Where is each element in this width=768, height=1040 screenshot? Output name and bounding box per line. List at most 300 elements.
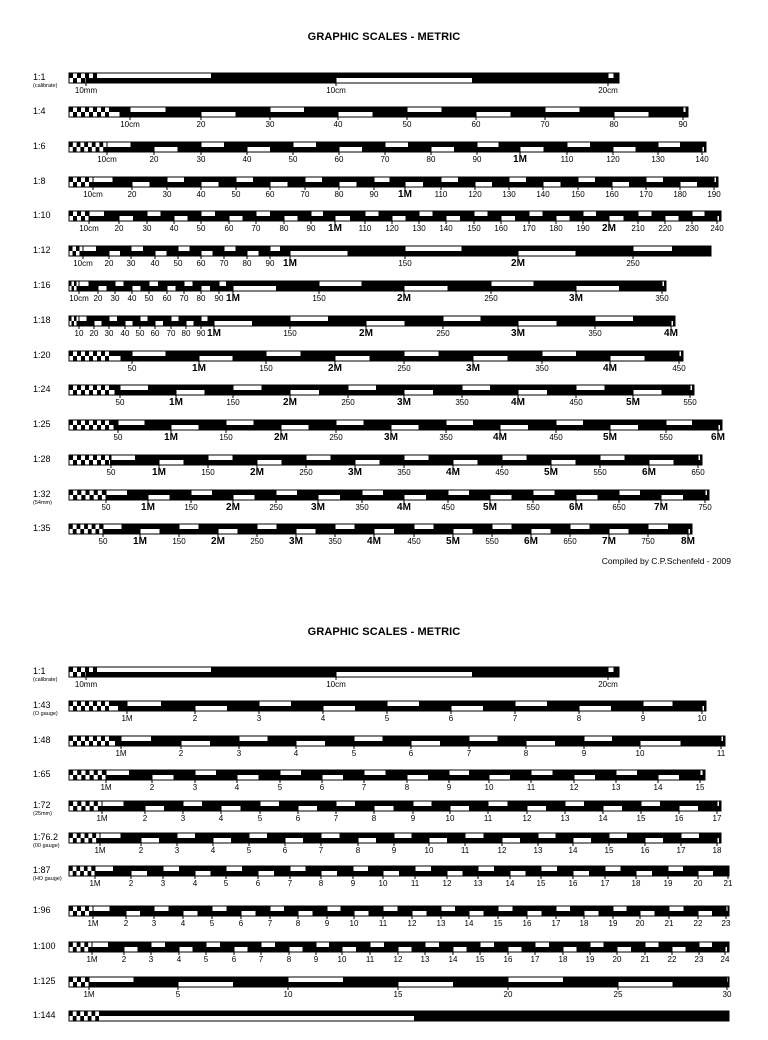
scale-bar-segment — [698, 866, 728, 871]
scale-bar-segment — [224, 251, 247, 256]
scale-bar-segment — [535, 947, 563, 952]
scale-bar-segment — [231, 838, 249, 843]
scale-tick-label: 9 — [350, 879, 356, 888]
scale-bar-segment — [492, 529, 531, 534]
scale-bar-fine-segment — [84, 142, 88, 147]
scale-bar-segment — [467, 947, 481, 952]
scale-tick-label: 70 — [380, 155, 390, 164]
scale-tick-label: 140 — [439, 224, 453, 233]
scale-tick-label: 1M — [100, 783, 112, 792]
scale-bar-segment — [335, 529, 374, 534]
scale-bar-segment — [429, 833, 465, 838]
scale-bar-segment — [98, 281, 115, 286]
scale-bar-segment — [233, 982, 288, 987]
scale-bar-segment — [426, 495, 448, 500]
scale-tick-label: 210 — [631, 224, 645, 233]
scale-tick-label: 350 — [355, 503, 369, 512]
scale-bar-segment — [512, 524, 532, 529]
scale-bar-segment — [259, 775, 281, 780]
scale-tick-label: 10 — [378, 879, 388, 888]
scale-tick-label: 13 — [436, 919, 446, 928]
scale-row — [0, 245, 768, 275]
scale-bar-fine-segment — [105, 390, 109, 395]
scale-bar-segment — [427, 911, 442, 916]
scale-bar-segment — [681, 838, 717, 843]
scale-tick-label: 80 — [279, 224, 289, 233]
scale-bar-segment — [668, 524, 688, 529]
scale-tick-label: 15 — [475, 955, 485, 964]
scale-bar-fine-segment — [73, 112, 77, 117]
scale-bar-fine-segment — [105, 356, 109, 361]
scale-bar-segment — [434, 524, 454, 529]
scale-bar-segment — [107, 286, 116, 291]
scale-bar-segment — [446, 425, 500, 430]
scale-bar-segment — [638, 216, 665, 221]
scale-bar-segment — [374, 524, 414, 529]
scale-tick-label: 9 — [313, 955, 319, 964]
scale-bar-segment — [547, 701, 579, 706]
scale-bar-segment — [131, 866, 163, 871]
scale-bar-segment — [531, 524, 570, 529]
scale-bar-segment — [184, 286, 201, 291]
scale-bar-segment — [181, 736, 239, 741]
scale-bar-segment — [134, 977, 179, 982]
scale-bar-segment — [319, 390, 348, 395]
scale-bar-segment — [179, 866, 195, 871]
scale-tick-label: 20 — [149, 155, 159, 164]
scale-bar-segment — [311, 216, 335, 221]
scale-tick-label: 250 — [250, 537, 264, 546]
scale-tick-label: 350 — [655, 294, 669, 303]
scale-tick-label: 2M — [274, 432, 288, 443]
scale-bar-segment — [249, 838, 285, 843]
scale-bar-segment — [719, 216, 721, 221]
scale-bar-segment — [362, 495, 404, 500]
scale-bar-fine-segment — [96, 838, 100, 843]
scale-bar-segment — [454, 147, 477, 152]
scale-bar-segment — [469, 741, 526, 746]
scale-tick-label: 2M — [211, 536, 225, 547]
scale-bar-segment — [290, 385, 348, 390]
scale-bar-fine-segment — [69, 801, 73, 806]
scale-bar-segment — [270, 211, 284, 216]
scale-tick-label: 2 — [192, 714, 198, 723]
scale-bar-segment — [109, 736, 121, 741]
scale-bar-segment — [717, 806, 721, 811]
scale-bar-segment — [337, 871, 353, 876]
scale-bar-segment — [616, 775, 658, 780]
scale-bar-segment — [218, 524, 257, 529]
scale-bar-segment — [267, 833, 285, 838]
scale-bar-fine-segment — [91, 866, 95, 871]
scale-bar-segment — [624, 216, 639, 221]
scale-bar-segment — [208, 316, 215, 321]
scale-bar-segment — [590, 142, 613, 147]
scale-ratio-label: 1:96 — [33, 905, 51, 915]
scale-bar-segment — [439, 351, 474, 356]
scale-bar-segment — [515, 706, 579, 711]
scale-bar-segment — [171, 420, 226, 425]
scale-tick-label: 130 — [412, 224, 426, 233]
scale-bar-segment — [570, 216, 584, 221]
scale-tick-label: 190 — [707, 190, 721, 199]
scale-bar-fine-segment — [90, 495, 94, 500]
scale-bar-segment — [288, 182, 306, 187]
scale-bar-segment — [489, 770, 531, 775]
section-title: GRAPHIC SCALES - METRIC — [307, 31, 461, 43]
scale-bar-segment — [669, 911, 698, 916]
scale-bar-fine-segment — [73, 216, 77, 221]
scale-tick-label: 10 — [697, 714, 707, 723]
scale-bar-segment — [394, 806, 414, 811]
scale-bar-segment — [164, 806, 183, 811]
scale-tick-label: 5 — [203, 955, 209, 964]
scale-bar-fine-segment — [76, 246, 80, 251]
scale-bar-segment — [453, 455, 502, 460]
scale-tick-label: 50 — [173, 259, 183, 268]
scale-bar-segment — [453, 942, 480, 947]
scale-tick-label: 140 — [695, 155, 709, 164]
scale-bar-fine-segment — [77, 211, 81, 216]
scale-bar-segment — [313, 911, 328, 916]
scale-tick-label: 50 — [144, 294, 154, 303]
scale-tick-label: 350 — [535, 364, 549, 373]
scale-bar-segment — [241, 806, 261, 811]
scale-bar-segment — [154, 142, 201, 147]
scale-bar-segment — [407, 770, 449, 775]
scale-bar-segment — [681, 741, 722, 746]
scale-tick-label: 450 — [407, 537, 421, 546]
scale-bar-segment — [327, 911, 354, 916]
scale-tick-label: 8 — [295, 919, 301, 928]
scale-bar-fine-segment — [105, 112, 109, 117]
scale-bar-fine-segment — [102, 490, 106, 495]
scale-tick-label: 6 — [295, 814, 301, 823]
scale-tick-label: 6M — [711, 432, 725, 443]
scale-bar-segment — [577, 947, 591, 952]
scale-bar-fine-segment — [88, 871, 92, 876]
scale-bar-segment — [229, 211, 256, 216]
scale-tick-label: 550 — [485, 537, 499, 546]
scale-bar — [0, 384, 768, 414]
scale-bar-fine-segment — [81, 112, 85, 117]
scale-bar-segment — [369, 911, 384, 916]
scale-bar-segment — [673, 982, 728, 987]
scale-bar-segment — [155, 246, 178, 251]
scale-bar-segment — [522, 947, 536, 952]
scale-bar-fine-segment — [89, 182, 93, 187]
scale-tick-label: 30 — [104, 329, 114, 338]
scale-tick-label: 2 — [178, 749, 184, 758]
scale-tick-label: 350 — [439, 433, 453, 442]
scale-bar-segment — [583, 420, 610, 425]
scale-bar-segment — [431, 142, 477, 147]
scale-bar-segment — [576, 281, 662, 286]
scale-bar-segment — [717, 211, 721, 216]
scale-bar-segment — [274, 871, 290, 876]
scale-tick-label: 250 — [299, 468, 313, 477]
scale-tick-label: 90 — [196, 329, 206, 338]
scale-bar — [0, 905, 768, 935]
scale-bar-segment — [684, 906, 699, 911]
scale-tick-label: 4 — [210, 846, 216, 855]
scale-ratio-label: 1:76.2 — [33, 832, 59, 842]
scale-bar-fine-segment — [77, 736, 81, 741]
scale-bar-fine-segment — [74, 316, 77, 321]
scale-bar-segment — [573, 833, 609, 838]
scale-bar-segment — [612, 736, 640, 741]
scale-bar-segment — [625, 455, 650, 460]
scale-bar-segment — [447, 866, 478, 871]
scale-bar-segment — [166, 351, 200, 356]
scale-bar-segment — [316, 529, 336, 534]
scale-row — [0, 489, 768, 519]
scale-bar-segment — [681, 351, 683, 356]
scale-tick-label: 7 — [267, 919, 273, 928]
scale-bar-segment — [609, 211, 638, 216]
scale-bar-fine-segment — [86, 801, 90, 806]
scale-bar-segment — [284, 211, 311, 216]
scale-tick-label: 8 — [371, 814, 377, 823]
scale-bar-segment — [391, 420, 446, 425]
scale-bar-segment — [350, 216, 365, 221]
scale-bar-segment — [543, 211, 557, 216]
scale-bar-segment — [276, 495, 318, 500]
scale-tick-label: 60 — [471, 120, 481, 129]
scale-tick-label: 120 — [606, 155, 620, 164]
scale-bar-segment — [574, 770, 616, 775]
scale-tick-label: 250 — [341, 398, 355, 407]
scale-tick-label: 4M — [511, 397, 525, 408]
scale-tick-label: 19 — [663, 879, 673, 888]
scale-tick-label: 110 — [560, 155, 574, 164]
scale-tick-label: 1M — [115, 749, 127, 758]
scale-tick-label: 30 — [142, 224, 152, 233]
scale-bar-fine-segment — [73, 775, 77, 780]
scale-bar-fine-segment — [81, 806, 85, 811]
scale-bar-segment — [704, 706, 706, 711]
scale-tick-label: 1M — [96, 814, 108, 823]
scale-bar-segment — [120, 251, 131, 256]
scale-bar-segment — [576, 390, 633, 395]
scale-bar-segment — [683, 495, 705, 500]
scale-tick-label: 8 — [355, 846, 361, 855]
scale-tick-label: 6 — [319, 783, 325, 792]
scale-bar-segment — [478, 871, 510, 876]
scale-bar-segment — [355, 524, 375, 529]
scale-bar-segment — [289, 942, 316, 947]
scale-tick-label: 90 — [369, 190, 379, 199]
scale-tick-label: 550 — [593, 468, 607, 477]
scale-bar-segment — [135, 455, 159, 460]
scale-bar-fine-segment — [101, 351, 105, 356]
scale-tick-label: 7 — [512, 714, 518, 723]
scale-tick-label: 18 — [712, 846, 722, 855]
scale-bar-segment — [573, 866, 605, 871]
scale-bar-fine-segment — [77, 942, 81, 947]
scale-bar-segment — [262, 385, 291, 390]
scale-row — [0, 1010, 768, 1040]
scale-bar-segment — [423, 182, 441, 187]
scale-tick-label: 6 — [238, 919, 244, 928]
scale-bar-segment — [527, 455, 552, 460]
scale-bar-segment — [171, 321, 186, 326]
scale-bar-fine-segment — [89, 390, 93, 395]
scale-bar-segment — [578, 182, 612, 187]
scale-tick-label: 10mm — [74, 86, 98, 95]
scale-bar-fine-segment — [69, 1011, 73, 1016]
scale-tick-label: 7 — [318, 846, 324, 855]
scale-tick-label: 2M — [602, 223, 616, 234]
scale-tick-label: 14 — [568, 846, 578, 855]
scale-bar-segment — [488, 806, 527, 811]
scale-tick-label: 70 — [540, 120, 550, 129]
scale-bar — [0, 419, 768, 449]
scale-bar-segment — [221, 801, 260, 806]
scale-bar-segment — [174, 211, 201, 216]
scale-bar-segment — [328, 316, 366, 321]
scale-bar-fine-segment — [97, 460, 101, 465]
scale-bar-fine-segment — [99, 524, 103, 529]
scale-bar-segment — [325, 741, 354, 746]
scale-bar-segment — [370, 947, 398, 952]
scale-tick-label: 250 — [397, 364, 411, 373]
scale-bar-fine-segment — [84, 1011, 88, 1016]
scale-bar-segment — [338, 107, 407, 112]
scale-tick-label: 1M — [83, 990, 95, 999]
scale-bar-fine-segment — [105, 706, 109, 711]
scale-bar-segment — [712, 911, 726, 916]
scale-bar-segment — [321, 838, 358, 843]
scale-tick-label: 21 — [723, 879, 733, 888]
scale-bar-segment — [288, 982, 398, 987]
scale-bar-segment — [595, 321, 671, 326]
scale-bar-fine-segment — [89, 356, 93, 361]
scale-bar-segment — [612, 177, 646, 182]
scale-bar-segment — [617, 942, 645, 947]
scale-tick-label: 15 — [636, 814, 646, 823]
scale-tick-label: 1M — [133, 536, 147, 547]
scale-bar-segment — [317, 806, 336, 811]
scale-bar-segment — [538, 838, 573, 843]
scale-bar-segment — [141, 286, 150, 291]
scale-bar-segment — [115, 286, 132, 291]
scale-bar-segment — [700, 775, 705, 780]
scale-bar-segment — [702, 701, 706, 706]
scale-bar-segment — [714, 182, 718, 187]
scale-bar — [0, 769, 768, 799]
scale-tick-label: 9 — [410, 814, 416, 823]
scale-bar-fine-segment — [93, 73, 97, 78]
scale-bar-segment — [443, 321, 518, 326]
scale-tick-label: 7 — [287, 879, 293, 888]
scale-bar-segment — [99, 1011, 729, 1016]
scale-bar-fine-segment — [73, 741, 77, 746]
scale-tick-label: 10 — [445, 814, 455, 823]
scale-tick-label: 5M — [544, 467, 558, 478]
scale-bar-segment — [499, 142, 521, 147]
scale-bar-segment — [672, 246, 711, 251]
scale-bar-segment — [698, 806, 717, 811]
scale-row — [0, 905, 768, 935]
scale-bar-segment — [579, 701, 643, 706]
scale-bar-segment — [113, 177, 133, 182]
scale-tick-label: 150 — [219, 433, 233, 442]
scale-bar-segment — [392, 211, 419, 216]
scale-bar-segment — [413, 806, 450, 811]
scale-bar-segment — [298, 801, 336, 806]
scale-tick-label: 20cm — [598, 680, 618, 689]
scale-bar-segment — [216, 770, 237, 775]
scale-bar-segment — [679, 356, 683, 361]
scale-tick-label: 550 — [659, 433, 673, 442]
scale-bar-segment — [322, 177, 339, 182]
scale-bar-segment — [707, 490, 709, 495]
scale-bar-segment — [199, 425, 227, 430]
scale-tick-label: 60 — [265, 190, 275, 199]
scale-tick-label: 3M — [569, 293, 583, 304]
scale-bar-segment — [270, 251, 290, 256]
scale-bar-fine-segment — [69, 490, 73, 495]
scale-bar-segment — [565, 806, 603, 811]
scale-bar-segment — [600, 460, 649, 465]
scale-bar-segment — [106, 495, 148, 500]
scale-bar-segment — [236, 182, 270, 187]
scale-bar-segment — [666, 425, 718, 430]
scale-bar-segment — [158, 281, 167, 286]
scale-bar-segment — [633, 251, 711, 256]
scale-tick-label: 1M — [169, 397, 183, 408]
scale-bar-fine-segment — [101, 107, 105, 112]
scale-bar-segment — [145, 801, 183, 806]
scale-tick-label: 12 — [442, 879, 452, 888]
scale-tick-label: 1M — [152, 467, 166, 478]
scale-bar-segment — [233, 390, 290, 395]
scale-bar-fine-segment — [73, 672, 77, 677]
scale-bar-segment — [557, 321, 596, 326]
scale-bar-segment — [383, 736, 412, 741]
scale-bar-segment — [520, 838, 538, 843]
scale-tick-label: 20 — [503, 990, 513, 999]
scale-bar-fine-segment — [88, 147, 92, 152]
scale-tick-label: 250 — [329, 433, 343, 442]
scale-bar-segment — [336, 73, 608, 78]
scale-tick-label: 10cm — [79, 224, 99, 233]
scale-bar — [0, 106, 768, 136]
scale-bar-segment — [614, 73, 620, 78]
scale-tick-label: 10 — [74, 329, 84, 338]
scale-bar-segment — [462, 246, 519, 251]
scale-tick-label: 8M — [681, 536, 695, 547]
scale-tick-label: 3M — [348, 467, 362, 478]
scale-bar-segment — [226, 281, 233, 286]
scale-bar-fine-segment — [96, 147, 100, 152]
scale-bar-segment — [364, 775, 407, 780]
scale-bar-segment — [199, 524, 219, 529]
scale-bar-fine-segment — [85, 833, 89, 838]
scale-bar-segment — [177, 838, 213, 843]
scale-tick-label: 12 — [393, 955, 403, 964]
scale-bar-segment — [154, 911, 183, 916]
scale-bar-fine-segment — [77, 906, 81, 911]
scale-tick-label: 40 — [169, 224, 179, 233]
scale-bar-segment — [385, 147, 431, 152]
scale-row — [0, 141, 768, 171]
scale-bar-fine-segment — [80, 251, 84, 256]
scale-bar-segment — [603, 801, 641, 806]
scale-note-label: (calibrate) — [33, 677, 58, 683]
scale-bar-segment — [201, 321, 214, 326]
